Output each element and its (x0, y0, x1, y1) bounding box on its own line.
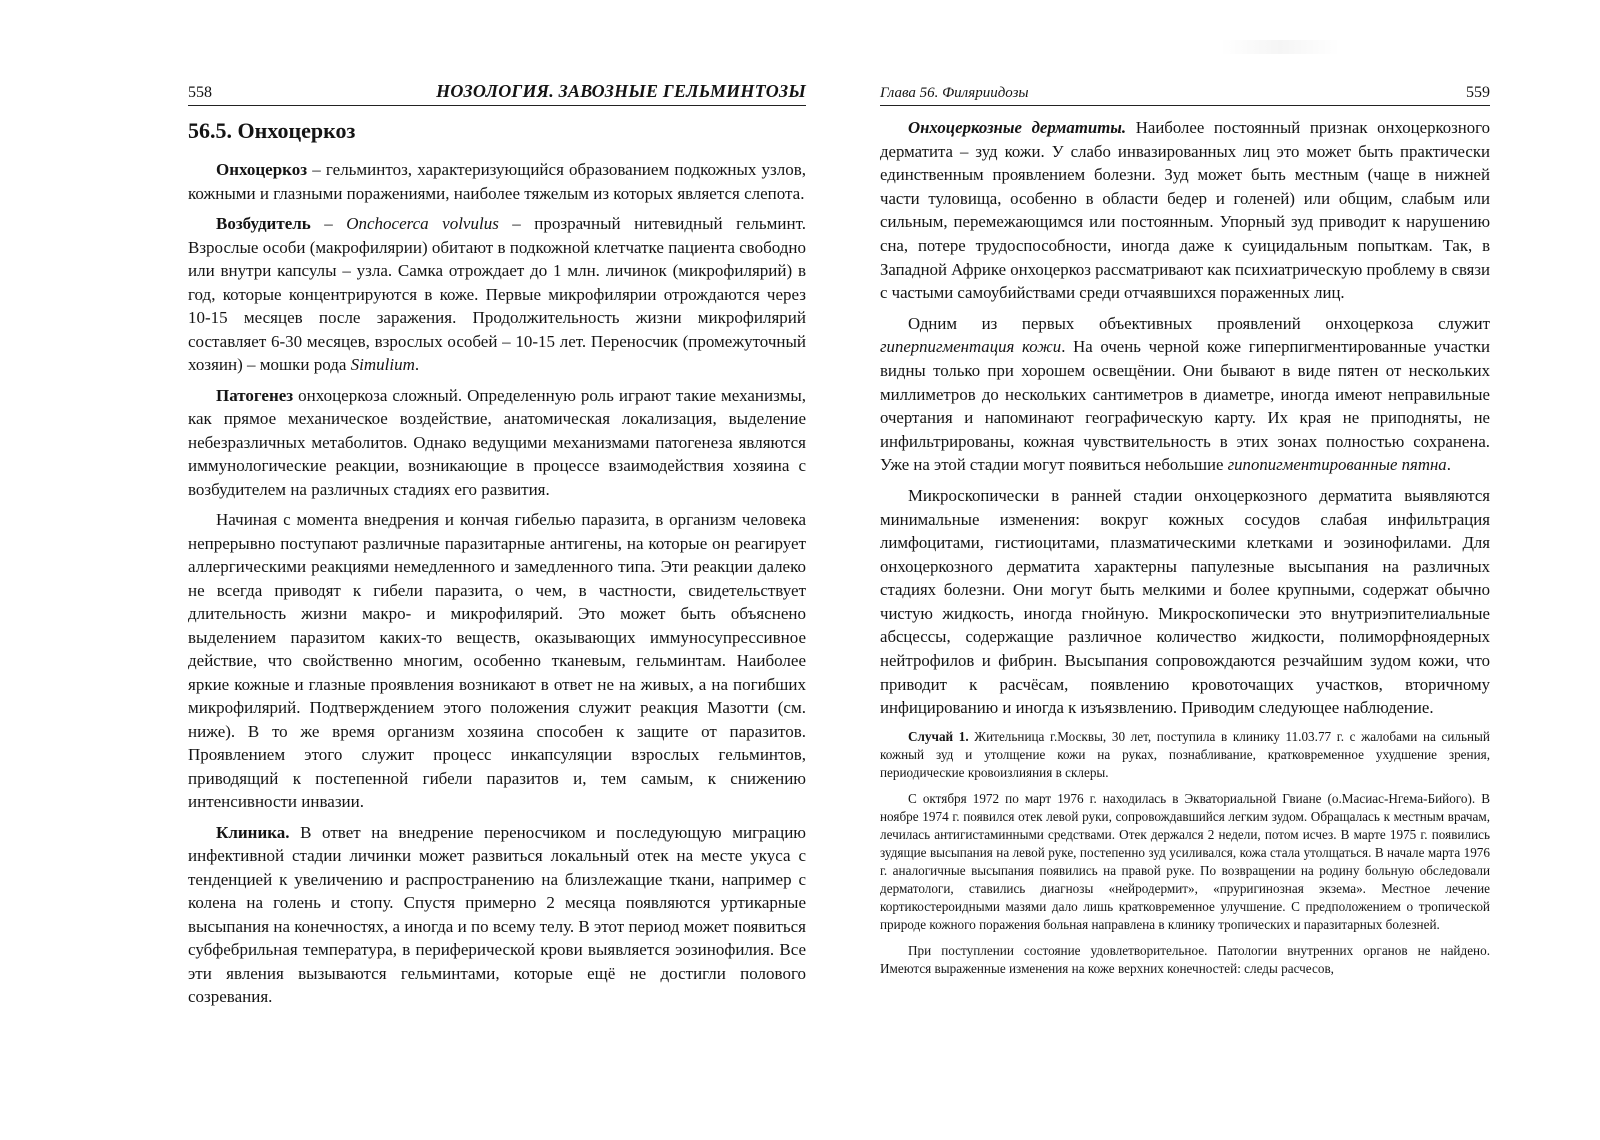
case-paragraph (880, 728, 1490, 782)
case-text: Жительница г.Москвы, 30 лет, поступила в клинику 11.03.77 г. с жалобами на сильный кожный зуд и утолщение кожи на руках, познабливание, кратковременное ухудшение зрения, периодические кровоизлияния в склеры. (880, 728, 1490, 780)
scan-artifact (1220, 40, 1340, 54)
paragraph-text: В ответ на внедрение переносчиком и последующую миграцию инфективной стадии личинки может развиться локальный отек на месте укуса с тенденцией к увеличению и распространению на близлежащие ткани, например с колена на голень и стопу. Спустя примерно 2 месяца появляются уртикарные высыпания на конечностях, а иногда и по всему телу. В этот период может появиться субфебрильная температура, в периферической крови выявляется эозинофилия. Все эти явления вызываются гельминтами, которые ещё не достигли полового созревания. (188, 822, 806, 1006)
left-running-head (188, 80, 806, 106)
section-title: 56.5. Онхоцеркоз (188, 118, 356, 143)
paragraph: Начиная с момента внедрения и кончая гибелью паразита, в организм человека непрерывно поступают различные паразитарные антигены, на которые он реагирует аллергическими реакциями немедленного и замедленного типа. Эти реакции далеко не всегда приводят к гибели паразита, о чем, в частности, свидетельствует длительность жизни макро- и микрофилярий. Это может быть объяснено выделением паразитом каких-то веществ, оказывающих иммуносупрессивное действие, что свойственно многим, особенно тканевым, гельминтам. Наиболее яркие кожные и глазные проявления возникают в ответ не на живых, а на погибших микрофилярий. Подтверждением этого положения служит реакция Мазотти (см. ниже). В то же время организм хозяина способен к защите от паразитов. Проявлением этого служит процесс инкапсуляции взрослых гельминтов, приводящий к постепенной гибели паразитов и, тем самым, к снижению интенсивности инвазии. (188, 510, 806, 811)
term-lead: Возбудитель (216, 214, 311, 233)
right-running-head (880, 80, 1490, 106)
paragraph: Микроскопически в ранней стадии онхоцеркозного дерматита выявляются минимальные изменения: вокруг кожных сосудов слабая инфильтрация лимфоцитами, гистиоцитами, плазматическими клетками и эозинофилами. Для онхоцеркозного дерматита характерны папулезные высыпания на различных стадиях болезни. Они могут быть мелкими и более крупными, содержат обычно чистую жидкость, иногда гнойную. Микроскопически это внутриэпителиальные абсцессы, содержащие различное количество жидкости, полиморфноядерных нейтрофилов и фибрин. Высыпания сопровождаются резчайшим зудом кожи, что приводит к расчёсам, появлению кровоточащих участков, вторичному инфицированию и иногда к изъязвлению. Приводим следующее наблюдение. (880, 485, 1490, 718)
term-lead: Онхоцеркоз (216, 160, 308, 179)
term-lead: Онхоцеркозные дерматиты. (908, 118, 1127, 137)
paragraph-text: Одним из первых объективных проявлений онхоцеркоза служит (908, 313, 1490, 333)
species-name: Onchocerca volvulus (346, 214, 499, 233)
paragraph (188, 384, 806, 502)
page-number: 559 (1466, 84, 1490, 101)
paragraph (880, 116, 1490, 305)
paragraph-text: . (1446, 455, 1451, 475)
case-lead: Случай 1. (908, 728, 969, 744)
left-page (188, 80, 806, 1016)
paragraph-text: . На очень черной коже гиперпигментированные участки видны только при хорошем освещёнии. Они бывают в виде пятен от нескольких миллиметров до нескольких сантиметров в диаметре, иногда имеют неправильные очертания и напоминают географическую карту. Их края не приподняты, не инфильтрированы, кожная чувствительность в этих зонах полностью сохранена. Уже на этой стадии могут появиться небольшие (880, 337, 1490, 475)
paragraph-text: – прозрачный нитевидный гельминт. Взрослые особи (макрофилярии) обитают в подкожной клетчатке пациента свободно или внутри капсулы – узла. Самка отрождает до 1 млн. личинок (микрофилярий) в год, которые концентрируются в коже. Первые микрофилярии отрождаются через 10-15 месяцев после заражения. Продолжительность жизни микрофилярий составляет 6-30 месяцев, взрослых особей – 10-15 лет. Переносчик (промежуточный хозяин) – мошки рода (188, 214, 806, 374)
case-paragraph: При поступлении состояние удовлетворительное. Патологии внутренних органов не найдено. Имеются выраженные изменения на коже верхних конечностей: следы расчесов, (880, 942, 1490, 976)
paragraph-text: онхоцеркоза сложный. Определенную роль играют такие механизмы, как прямое механическое воздействие, анатомическая локализация, выделение небезразличных метаболитов. Однако ведущими механизмами патогенеза являются иммунологические реакции, возникающие в процессе взаимодействия хозяина с возбудителем на различных стадиях его развития. (188, 385, 806, 499)
right-page (880, 80, 1490, 984)
term-italic: гипопигментированные пятна (1227, 455, 1447, 475)
paragraph (188, 212, 806, 377)
paragraph-text: – (310, 214, 347, 233)
page-number: 558 (188, 84, 212, 101)
paragraph-text: . (414, 355, 420, 374)
term-italic: гиперпигментация кожи (880, 337, 1062, 357)
paragraph (880, 312, 1490, 477)
genus-name: Simulium (350, 355, 415, 374)
paragraph (188, 158, 806, 205)
term-lead: Клиника. (216, 822, 290, 842)
running-title: НОЗОЛОГИЯ. ЗАВОЗНЫЕ ГЕЛЬМИНТОЗЫ (436, 81, 806, 101)
paragraph (188, 821, 806, 1009)
chapter-title: Глава 56. Филяриидозы (880, 85, 1029, 101)
paragraph-text: – гельминтоз, характеризующийся образованием подкожных узлов, кожными и глазными поражениями, наиболее тяжелым из которых является слепота. (188, 160, 806, 203)
paragraph-text: Наиболее постоянный признак онхоцеркозного дерматита – зуд кожи. У слабо инвазированных лиц это может быть практически единственным проявлением болезни. Зуд может быть местным (чаще в нижней части туловища, особенно в области бедер и голеней) или общим, слабым или сильным, перемежающимся или постоянным. Упорный зуд приводит к нарушению сна, потере трудоспособности, иногда даже к суицидальным попыткам. Так, в Западной Африке онхоцеркоз рассматривают как психиатрическую проблему в связи с частыми самоубийствами среди отчаявшихся пораженных лиц. (880, 118, 1491, 303)
term-lead: Патогенез (216, 385, 294, 405)
case-paragraph: С октября 1972 по март 1976 г. находилась в Экваториальной Гвиане (о.Масиас-Нгема-Бийого). В ноябре 1974 г. появился отек левой руки, сопровождавшийся легким зудом. Обращалась к местным врачам, лечилась антигистаминными средствами. Отек держался 2 недели, потом исчез. В марте 1975 г. появились зудящие высыпания на левой руке, постепенно зуд усиливался, кожа стала утолщаться. В начале марта 1976 г. аналогичные высыпания появились на правой руке. По возвращении на родину больную обследовали дерматологи, ставились диагнозы «нейродермит», «пруригинозная экзема». Местное лечение кортикостероидными мазями дало лишь кратковременное улучшение. С предположением о тропической природе кожного поражения больная направлена в клинику тропических и паразитарных болезней. (880, 790, 1490, 932)
